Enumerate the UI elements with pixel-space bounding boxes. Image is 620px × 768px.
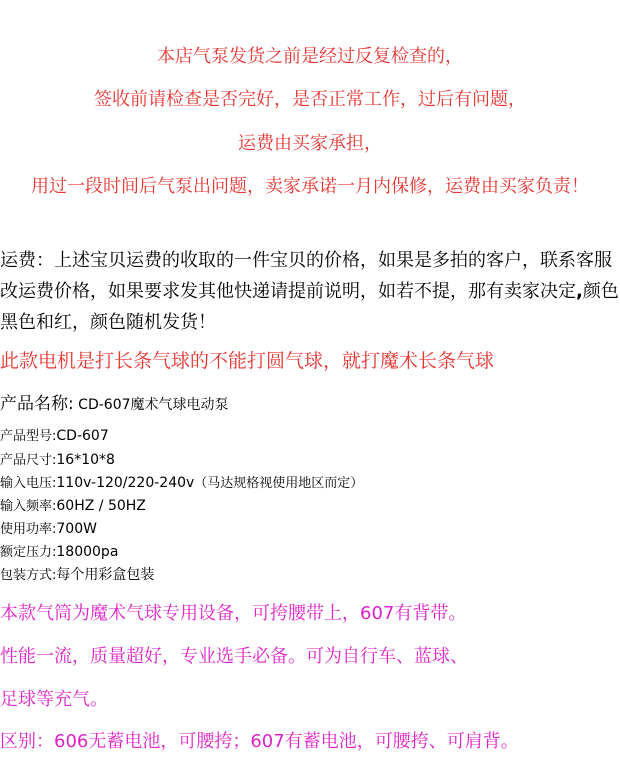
shipping-separator: , — [576, 281, 583, 302]
notice-line-2: 签收前请检查是否完好，是否正常工作，过后有问题， — [94, 89, 526, 110]
spec-value: 16*10*8 — [56, 452, 115, 468]
shipping-text-before: 运费：上述宝贝运费的收取的一件宝贝的价格，如果是多拍的客户，联系客服改运费价格，如果要求发其他快递请提前说明，如若不提，那有卖家决定 — [0, 250, 612, 302]
promo-line-2: 性能一流，质量超好，专业选手必备。可为自行车、蓝球、 — [0, 646, 468, 667]
spec-label: 使用功率: — [0, 522, 57, 537]
spec-row-voltage — [0, 472, 620, 495]
spec-label: 产品型号: — [0, 429, 57, 444]
promo-line-4: 区别：606无蓄电池，可腰挎；607有蓄电池，可腰挎、可肩背。 — [0, 731, 519, 752]
spec-value: 每个用彩盒包装 — [56, 567, 155, 583]
spec-value: 60HZ / 50HZ — [56, 498, 146, 514]
spec-row-model — [0, 425, 620, 448]
spec-row-product-name — [0, 393, 620, 416]
notice-line-1: 本店气泵发货之前是经过反复检查的， — [157, 46, 463, 67]
spec-row-size — [0, 449, 620, 472]
spec-value: 110v-120/220-240v — [56, 475, 195, 491]
spec-row-pressure — [0, 541, 620, 564]
shipping-text-after: 颜色黑色和红，颜色随机发货！ — [0, 281, 619, 333]
spec-note: （马达规格视使用地区而定） — [194, 476, 364, 491]
spec-label: 输入电压: — [0, 476, 57, 491]
warning-headline: 此款电机是打长条气球的不能打圆气球，就打魔术长条气球 — [0, 350, 495, 372]
spec-label: 额定压力: — [0, 545, 57, 560]
spec-value: 18000pa — [56, 544, 119, 560]
shipping-paragraph — [0, 245, 620, 338]
spec-value: 700W — [56, 521, 97, 537]
spec-label: 产品尺寸: — [0, 453, 57, 468]
promo-line-1: 本款气筒为魔术气球专用设备，可挎腰带上，607有背带。 — [0, 603, 467, 624]
promo-line-3: 足球等充气。 — [0, 689, 108, 710]
spec-value: CD-607 — [56, 428, 109, 444]
notice-line-4: 用过一段时间后气泵出问题，卖家承诺一月内保修，运费由买家负责！ — [31, 176, 589, 197]
spec-label: 产品名称: — [0, 394, 74, 414]
spec-label: 输入频率: — [0, 499, 57, 514]
spec-row-packaging — [0, 564, 620, 587]
spec-row-frequency — [0, 495, 620, 518]
notice-line-3: 运费由买家承担， — [238, 133, 382, 154]
spec-value: CD-607魔术气球电动泵 — [73, 397, 229, 413]
spec-row-power — [0, 518, 620, 541]
spec-label: 包装方式: — [0, 568, 57, 583]
